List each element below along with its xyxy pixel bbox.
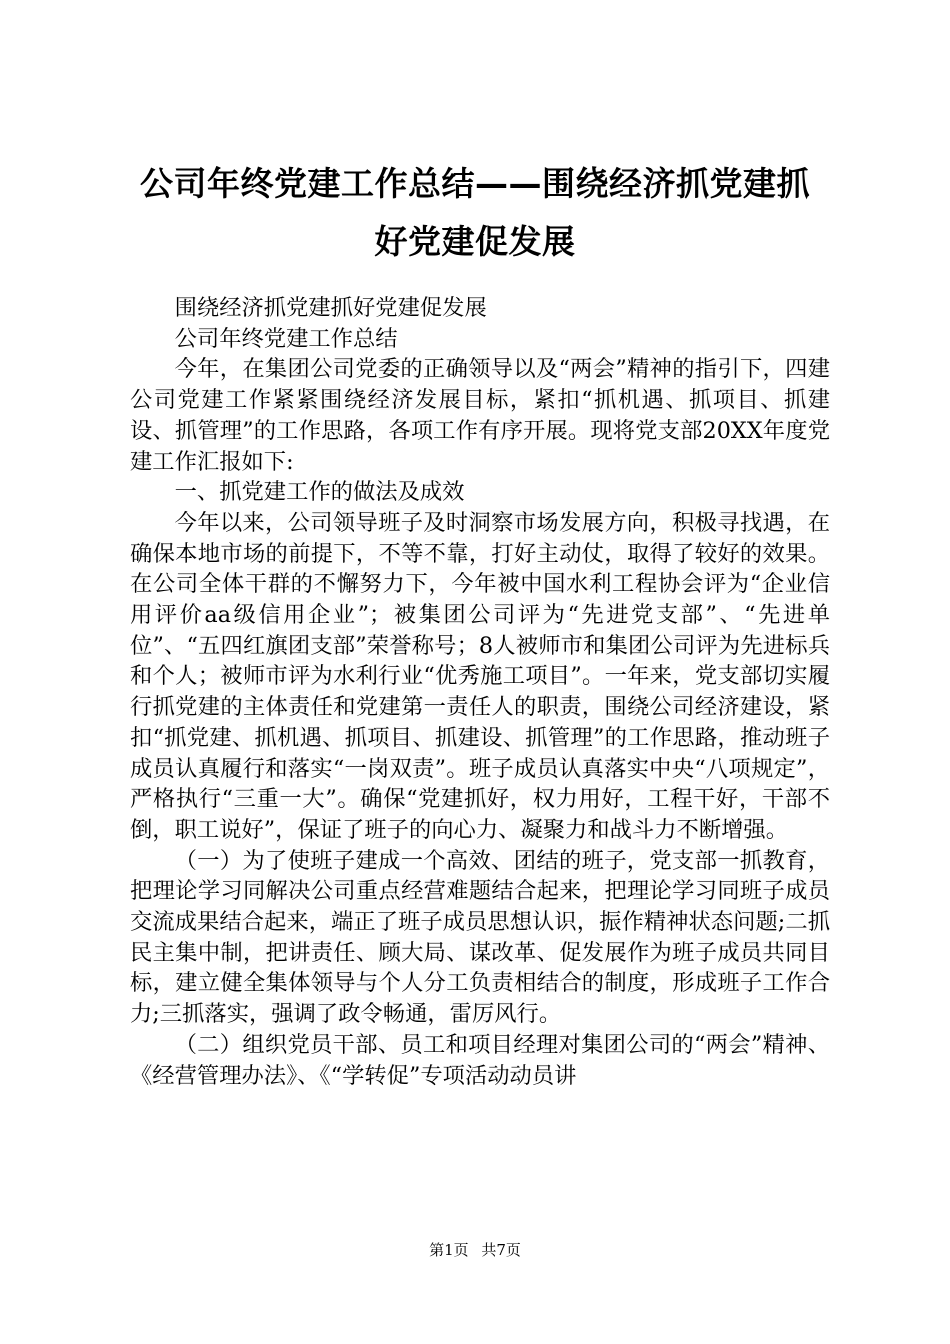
- subtitle-paragraph: 围绕经济抓党建抓好党建促发展: [174, 295, 487, 321]
- body-paragraph: （二）组织党员干部、员工和项目经理对集团公司的“两会”精神、《经营管理办法》、《“学转促”专项活动动员讲: [130, 1031, 830, 1089]
- section-heading: 一、抓党建工作的做法及成效: [174, 479, 465, 506]
- document-body: [130, 293, 830, 1091]
- body-paragraph: 今年以来，公司领导班子及时洞察市场发展方向，积极寻找遇，在确保本地市场的前提下，不等不靠，打好主动仗，取得了较好的效果。在公司全体干群的不懈努力下，今年被中国水利工程协会评为“企业信用评价aa级信用企业”；被集团公司评为“先进党支部”、“先进单位”、“五四红旗团支部”荣誉称号；8人被师市和集团公司评为先进标兵和个人；被师市评为水利行业“优秀施工项目”。一年来，党支部切实履行抓党建的主体责任和党建第一责任人的职责，围绕公司经济建设，紧扣“抓党建、抓机遇、抓项目、抓建设、抓管理”的工作思路，推动班子成员认真履行和落实“一岗双责”。班子成员认真落实中央“八项规定”，严格执行“三重一大”。确保“党建抓好，权力用好，工程干好，干部不倒，职工说好”，保证了班子的向心力、凝聚力和战斗力不断增强。: [130, 509, 830, 843]
- title-line-2: 好党建促发展: [374, 222, 576, 261]
- page-total: 共7页: [481, 1241, 521, 1259]
- body-paragraph: 今年，在集团公司党委的正确领导以及“两会”精神的指引下，四建公司党建工作紧紧围绕经济发展目标，紧扣“抓机遇、抓项目、抓建设、抓管理”的工作思路，各项工作有序开展。现将党支部20XX年度党建工作汇报如下:: [130, 356, 830, 475]
- subtitle-paragraph: 公司年终党建工作总结: [174, 325, 398, 352]
- body-paragraph: （一）为了使班子建成一个高效、团结的班子，党支部一抓教育，把理论学习同解决公司重点经营难题结合起来，把理论学习同班子成员交流成果结合起来，端正了班子成员思想认识，振作精神状态问题;二抓民主集中制，把讲责任、顾大局、谋改革、促发展作为班子成员共同目标，建立健全集体领导与个人分工负责相结合的制度，形成班子工作合力;三抓落实，强调了政令畅通，雷厉风行。: [130, 847, 830, 1028]
- page-footer: [0, 1240, 950, 1260]
- page-number: 第1页: [429, 1241, 469, 1259]
- document-title: [120, 155, 830, 271]
- title-line-1: 公司年终党建工作总结——围绕经济抓党建抓: [140, 164, 810, 203]
